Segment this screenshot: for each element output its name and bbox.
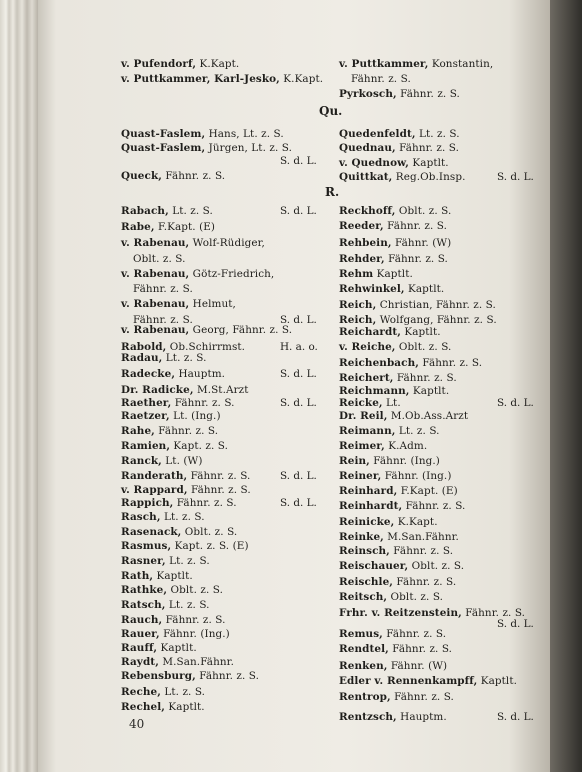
entry-rank: Oblt. z. S. [181,526,238,538]
directory-entry [339,455,440,467]
entry-rank: Kaptlt. [409,157,449,169]
entry-name: Dr. Radicke, [121,384,194,396]
directory-entry [121,642,197,654]
entry-rank: Hauptm. [396,711,447,723]
entry-rank: Fähnr. z. S. [395,142,459,154]
entry-name: v. Rappard, [121,484,188,496]
entry-name: v. Quednow, [339,157,410,169]
entry-name: Rauch, [121,614,163,626]
entry-name: Rauer, [121,628,160,640]
directory-entry [339,142,459,154]
entry-rank: Fähnr. z. S. [351,73,411,85]
entry-rank: M.San.Fähnr. [158,656,235,668]
entry-name: Quedenfeldt, [339,128,416,140]
entry-rank: Lt. z. S. [168,205,213,217]
directory-entry [121,425,218,437]
entry-rank: Fähnr. z. S. [133,314,193,326]
entry-rank: Fähnr. z. S. [162,614,226,626]
directory-entry [339,397,401,409]
entry-name: Quednau, [339,142,396,154]
directory-entry [339,58,493,70]
entry-name: Reckhoff, [339,205,396,217]
directory-entry [339,357,482,369]
entry-name: Raetzer, [121,410,170,422]
directory-entry [351,73,411,85]
entry-status: H. a. o. [280,341,318,353]
entry-rank: F.Kapt. (E) [154,221,216,233]
entry-rank: Fähnr. z. S. [154,425,219,437]
entry-rank: K.Kapt. [394,516,438,528]
entry-rank: Fähnr. z. S. [418,357,483,369]
entry-name: Remus, [339,628,383,640]
entry-rank: Kaptlt. [404,283,445,295]
entry-status: S. d. L. [280,470,317,482]
entry-rank: K.Kapt. [279,73,324,85]
entry-rank: Fähnr. (W) [387,660,448,672]
directory-entry [339,341,451,353]
entry-rank: Götz-Friedrich, [189,268,275,280]
directory-entry [121,142,292,154]
directory-entry [339,425,440,437]
directory-entry [121,58,239,70]
entry-rank: Fähnr. (Ing.) [369,455,440,467]
entry-name: Rendtel, [339,643,389,655]
entry-name: Rappich, [121,497,174,509]
entry-rank: Kaptlt. [400,326,441,338]
directory-entry [121,570,193,582]
entry-name: Rehder, [339,253,385,265]
entry-name: Ramien, [121,440,171,452]
directory-entry [121,484,251,496]
entry-name: Frhr. v. Reitzenstein, [339,607,462,619]
directory-entry [339,268,413,280]
entry-status: S. d. L. [280,497,317,509]
entry-status: S. d. L. [497,171,534,183]
entry-rank: Oblt. z. S. [133,253,186,265]
directory-entry [339,128,460,140]
entry-rank: Oblt. z. S. [395,205,452,217]
entry-name: Reischauer, [339,560,409,572]
directory-entry [339,157,449,169]
entry-rank: M.San.Fähnr. [383,531,459,543]
directory-entry [121,526,237,538]
entry-name: Queck, [121,170,162,182]
entry-rank: Fähnr. (W) [391,237,452,249]
entry-rank: Lt. z. S. [162,352,207,364]
entry-rank: Oblt. z. S. [395,341,452,353]
directory-entry [121,628,230,640]
entry-rank: Georg, Fähnr. z. S. [189,324,293,336]
entry-name: Radau, [121,352,163,364]
entry-rank: Lt. (W) [161,455,203,467]
directory-entry [121,397,235,409]
entry-rank: Konstantin, [428,58,494,70]
entry-name: v. Puttkammer, Karl-Jesko, [121,73,280,85]
entry-rank: Fähnr. z. S. [393,372,457,384]
entry-name: Reichardt, [339,326,401,338]
entry-name: Reimer, [339,440,385,452]
entry-name: v. Rabenau, [121,237,190,249]
directory-entry [339,560,464,572]
entry-rank: Fähnr. z. S. [396,88,460,100]
directory-entry [339,410,468,422]
entry-name: Rehbein, [339,237,392,249]
entry-rank: Fähnr. z. S. [390,691,454,703]
directory-entry [339,220,447,232]
entry-rank: Fähnr. z. S. [402,500,466,512]
entry-name: Rasenack, [121,526,182,538]
entry-name: Reinhard, [339,485,398,497]
entry-rank: Fähnr. z. S. [133,283,193,295]
entry-rank: Fähnr. z. S. [383,220,448,232]
entry-rank: Hans, Lt. z. S. [205,128,284,140]
directory-entry [339,385,449,397]
directory-entry [133,283,193,295]
entry-rank: Lt. z. S. [395,425,440,437]
directory-entry [339,299,496,311]
directory-entry [121,324,292,336]
directory-entry [121,205,213,217]
entry-name: Ratsch, [121,599,166,611]
entry-name: Reitsch, [339,591,388,603]
directory-entry [121,497,237,509]
entry-rank: K.Adm. [384,440,428,452]
entry-rank: Lt. (Ing.) [169,410,221,422]
entry-rank: Jürgen, Lt. z. S. [205,142,293,154]
entry-rank: Fähnr. (Ing.) [159,628,230,640]
directory-entry [121,298,236,310]
entry-name: Reich, [339,299,377,311]
book-spine-shadow [550,0,582,772]
entry-name: Reiner, [339,470,382,482]
directory-entry [339,531,459,543]
entry-name: v. Rabenau, [121,324,190,336]
entry-rank: Kaptlt. [373,268,413,280]
directory-entry [339,470,451,482]
entry-rank: Helmut, [189,298,236,310]
entry-name: Reche, [121,686,161,698]
directory-entry [339,253,448,265]
directory-entry [121,440,228,452]
directory-entry [121,584,223,596]
directory-entry [339,326,441,338]
directory-entry [339,516,438,528]
entry-name: Dr. Reil, [339,410,388,422]
entry-name: Pyrkosch, [339,88,397,100]
entry-name: Edler v. Rennenkampff, [339,675,478,687]
page-stack-edge [0,0,38,772]
entry-rank: M.Ob.Ass.Arzt [387,410,469,422]
entry-name: Rasner, [121,555,166,567]
entry-name: v. Reiche, [339,341,396,353]
directory-entry [121,599,210,611]
entry-rank: Kaptlt. [477,675,518,687]
directory-entry [339,485,458,497]
entry-rank: Fähnr. z. S. [161,170,226,182]
entry-name: Rasmus, [121,540,172,552]
entry-name: Reinsch, [339,545,390,557]
entry-rank: Fähnr. z. S. [171,397,235,409]
entry-rank: Fähnr. z. S. [187,484,251,496]
entry-rank: Fähnr. (Ing.) [381,470,452,482]
entry-name: v. Puttkammer, [339,58,429,70]
entry-name: Rabold, [121,341,167,353]
directory-entry [121,701,205,713]
directory-entry [121,614,226,626]
entry-status: S. d. L. [280,368,317,380]
entry-rank: Wolf-Rüdiger, [189,237,265,249]
entry-rank: Kapt. z. S. [170,440,229,452]
section-heading-qu: Qu. [319,104,343,118]
entry-name: Reinhardt, [339,500,403,512]
directory-entry [339,372,457,384]
book-page [38,0,550,772]
page-number: 40 [129,717,145,731]
directory-entry [339,643,452,655]
entry-rank: Oblt. z. S. [408,560,465,572]
entry-rank: Hauptm. [175,368,226,380]
entry-rank: Fähnr. z. S. [173,497,237,509]
entry-name: Quast-Faslem, [121,142,206,154]
directory-entry [121,511,205,523]
entry-name: Reichert, [339,372,394,384]
directory-entry [339,545,453,557]
entry-name: Rentrop, [339,691,391,703]
entry-name: Rehm [339,268,374,280]
directory-entry [339,660,447,672]
directory-entry [339,711,447,723]
directory-entry [121,540,249,552]
entry-rank: K.Kapt. [196,58,240,70]
entry-name: Reeder, [339,220,384,232]
entry-name: Rentzsch, [339,711,397,723]
entry-name: Raether, [121,397,172,409]
entry-status: S. d. L. [280,155,317,167]
entry-name: Randerath, [121,470,188,482]
directory-entry [339,675,517,687]
entry-rank: Kaptlt. [153,570,193,582]
directory-entry [121,555,210,567]
directory-entry [339,440,427,452]
entry-name: Reischle, [339,576,393,588]
entry-rank: Fähnr. z. S. [384,253,448,265]
entry-name: Reimann, [339,425,396,437]
entry-name: Reich, [339,314,377,326]
entry-rank: M.St.Arzt [193,384,249,396]
entry-rank: Christian, Fähnr. z. S. [376,299,496,311]
entry-rank: F.Kapt. (E) [397,485,458,497]
entry-status: S. d. L. [497,618,534,630]
entry-rank: Fähnr. z. S. [195,670,260,682]
entry-status: S. d. L. [497,711,534,723]
directory-entry [121,352,207,364]
entry-name: Reichenbach, [339,357,419,369]
entry-name: Rauff, [121,642,158,654]
entry-rank: Fähnr. z. S. [382,628,447,640]
entry-rank: Lt. [382,397,401,409]
directory-entry [339,591,443,603]
entry-name: Reichmann, [339,385,410,397]
directory-entry [121,128,284,140]
directory-entry [121,384,249,396]
entry-name: Rechel, [121,701,166,713]
directory-entry [133,253,186,265]
entry-rank: Lt. z. S. [165,599,210,611]
directory-entry [339,237,451,249]
directory-entry [121,73,323,85]
directory-entry [339,171,466,183]
directory-entry [121,237,265,249]
entry-rank: Fähnr. z. S. [389,545,454,557]
directory-entry [121,455,202,467]
entry-rank: Reg.Ob.Insp. [392,171,466,183]
directory-entry [339,314,497,326]
entry-name: Rasch, [121,511,161,523]
directory-entry [121,410,221,422]
entry-rank: Ob.Schirrmst. [166,341,246,353]
entry-name: Reinke, [339,531,384,543]
entry-rank: Oblt. z. S. [167,584,224,596]
entry-status: S. d. L. [497,397,534,409]
entry-name: Radecke, [121,368,176,380]
entry-name: v. Rabenau, [121,298,190,310]
entry-name: v. Rabenau, [121,268,190,280]
entry-name: Ranck, [121,455,162,467]
entry-rank: Kaptlt. [157,642,197,654]
directory-entry [339,283,444,295]
directory-entry [339,576,456,588]
directory-entry [339,628,446,640]
entry-name: Rahe, [121,425,155,437]
entry-rank: Oblt. z. S. [387,591,444,603]
entry-name: Rehwinkel, [339,283,405,295]
entry-name: Rein, [339,455,370,467]
directory-entry [339,88,460,100]
directory-entry [339,205,451,217]
entry-name: Reinicke, [339,516,395,528]
entry-name: Renken, [339,660,388,672]
directory-entry [339,691,454,703]
entry-name: Quast-Faslem, [121,128,206,140]
entry-rank: Lt. z. S. [160,686,206,698]
section-heading-r: R. [325,185,340,199]
entry-rank: Fähnr. z. S. [461,607,526,619]
directory-entry [121,470,250,482]
entry-name: Rebensburg, [121,670,196,682]
entry-rank: Lt. z. S. [160,511,205,523]
directory-entry [339,500,465,512]
entry-rank: Kaptlt. [409,385,450,397]
directory-entry [121,670,259,682]
entry-rank: Fähnr. z. S. [388,643,453,655]
directory-entry [121,686,205,698]
directory-entry [121,368,225,380]
entry-status: S. d. L. [280,314,317,326]
entry-rank: Lt. z. S. [165,555,210,567]
entry-name: Rabe, [121,221,155,233]
entry-status: S. d. L. [280,205,317,217]
entry-rank: Kaptlt. [165,701,205,713]
entry-rank: Fähnr. z. S. [187,470,251,482]
directory-entry [121,656,234,668]
directory-entry [121,170,225,182]
entry-name: Rathke, [121,584,168,596]
entry-name: Reicke, [339,397,383,409]
entry-name: v. Pufendorf, [121,58,197,70]
directory-entry [121,268,274,280]
entry-name: Raydt, [121,656,159,668]
entry-status: S. d. L. [280,397,317,409]
entry-rank: Fähnr. z. S. [393,576,457,588]
entry-name: Quittkat, [339,171,393,183]
entry-rank: Lt. z. S. [415,128,460,140]
directory-entry [121,221,215,233]
entry-rank: Wolfgang, Fähnr. z. S. [376,314,497,326]
entry-rank: Kapt. z. S. (E) [171,540,249,552]
entry-name: Rath, [121,570,154,582]
entry-name: Rabach, [121,205,169,217]
